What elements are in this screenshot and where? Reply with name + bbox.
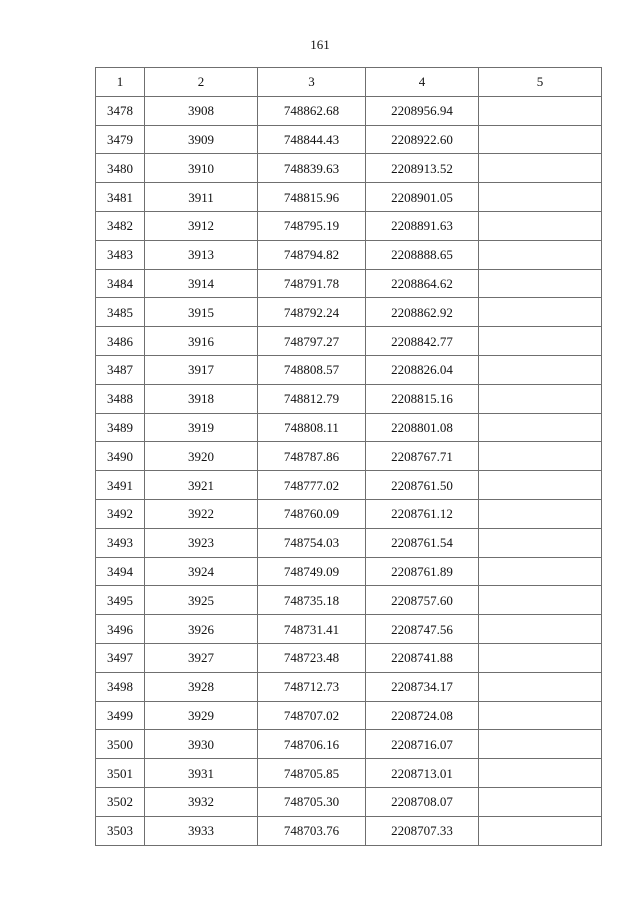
table-cell-col-1: 3502 [96, 787, 145, 816]
table-cell-col-3: 748797.27 [258, 327, 366, 356]
table-cell-col-2: 3922 [145, 499, 258, 528]
table-cell-col-4: 2208741.88 [366, 643, 479, 672]
table-cell-col-5 [479, 413, 602, 442]
table-cell-col-4: 2208922.60 [366, 125, 479, 154]
table-cell-col-4: 2208707.33 [366, 816, 479, 845]
table-cell-col-5 [479, 125, 602, 154]
table-cell-col-5 [479, 327, 602, 356]
table-cell-col-1: 3499 [96, 701, 145, 730]
table-cell-col-4: 2208761.54 [366, 528, 479, 557]
table-cell-col-1: 3489 [96, 413, 145, 442]
table-cell-col-4: 2208761.50 [366, 471, 479, 500]
table-cell-col-3: 748862.68 [258, 96, 366, 125]
table-cell-col-3: 748777.02 [258, 471, 366, 500]
column-header-4: 4 [366, 68, 479, 97]
table-cell-col-2: 3919 [145, 413, 258, 442]
table-cell-col-2: 3914 [145, 269, 258, 298]
table-cell-col-1: 3491 [96, 471, 145, 500]
table-row [96, 816, 602, 845]
table-cell-col-5 [479, 557, 602, 586]
table-cell-col-1: 3494 [96, 557, 145, 586]
table-cell-col-1: 3483 [96, 240, 145, 269]
table-cell-col-4: 2208713.01 [366, 759, 479, 788]
table-cell-col-4: 2208913.52 [366, 154, 479, 183]
table-cell-col-1: 3485 [96, 298, 145, 327]
table-cell-col-2: 3917 [145, 355, 258, 384]
table-cell-col-4: 2208761.12 [366, 499, 479, 528]
table-cell-col-5 [479, 269, 602, 298]
column-header-1: 1 [96, 68, 145, 97]
column-header-5: 5 [479, 68, 602, 97]
table-cell-col-3: 748754.03 [258, 528, 366, 557]
table-cell-col-1: 3497 [96, 643, 145, 672]
table-cell-col-2: 3911 [145, 183, 258, 212]
table-cell-col-4: 2208708.07 [366, 787, 479, 816]
table-cell-col-5 [479, 816, 602, 845]
table-cell-col-3: 748808.11 [258, 413, 366, 442]
table-cell-col-3: 748707.02 [258, 701, 366, 730]
table-cell-col-5 [479, 615, 602, 644]
table-cell-col-1: 3478 [96, 96, 145, 125]
table-cell-col-5 [479, 96, 602, 125]
table-cell-col-4: 2208842.77 [366, 327, 479, 356]
table-cell-col-1: 3490 [96, 442, 145, 471]
table-cell-col-5 [479, 730, 602, 759]
table-row [96, 125, 602, 154]
table-cell-col-2: 3915 [145, 298, 258, 327]
table-cell-col-1: 3495 [96, 586, 145, 615]
table-cell-col-5 [479, 298, 602, 327]
table-cell-col-2: 3920 [145, 442, 258, 471]
table-row [96, 384, 602, 413]
table-cell-col-4: 2208826.04 [366, 355, 479, 384]
table-cell-col-3: 748791.78 [258, 269, 366, 298]
table-row [96, 442, 602, 471]
table-cell-col-4: 2208862.92 [366, 298, 479, 327]
table-cell-col-3: 748792.24 [258, 298, 366, 327]
table-cell-col-1: 3487 [96, 355, 145, 384]
table-cell-col-2: 3928 [145, 672, 258, 701]
table-cell-col-4: 2208956.94 [366, 96, 479, 125]
table-cell-col-2: 3921 [145, 471, 258, 500]
page-number: 161 [310, 37, 330, 52]
table-cell-col-1: 3500 [96, 730, 145, 759]
table-row [96, 355, 602, 384]
table-cell-col-2: 3913 [145, 240, 258, 269]
table-cell-col-4: 2208734.17 [366, 672, 479, 701]
table-row [96, 643, 602, 672]
table-cell-col-2: 3912 [145, 211, 258, 240]
table-row [96, 154, 602, 183]
table-cell-col-4: 2208891.63 [366, 211, 479, 240]
table-row [96, 183, 602, 212]
table-cell-col-3: 748794.82 [258, 240, 366, 269]
table-cell-col-2: 3926 [145, 615, 258, 644]
table-cell-col-5 [479, 528, 602, 557]
table-cell-col-1: 3480 [96, 154, 145, 183]
table-cell-col-2: 3909 [145, 125, 258, 154]
table-cell-col-2: 3932 [145, 787, 258, 816]
table-row [96, 615, 602, 644]
table-cell-col-3: 748749.09 [258, 557, 366, 586]
table-cell-col-1: 3488 [96, 384, 145, 413]
table-cell-col-3: 748787.86 [258, 442, 366, 471]
table-row [96, 471, 602, 500]
table-header-row [96, 68, 602, 97]
table-cell-col-1: 3496 [96, 615, 145, 644]
table-cell-col-3: 748731.41 [258, 615, 366, 644]
table-cell-col-5 [479, 154, 602, 183]
table-row [96, 211, 602, 240]
table-cell-col-3: 748703.76 [258, 816, 366, 845]
coordinates-table [95, 67, 602, 846]
table-cell-col-5 [479, 355, 602, 384]
table-row [96, 413, 602, 442]
table-row [96, 787, 602, 816]
table-row [96, 499, 602, 528]
table-row [96, 557, 602, 586]
table-cell-col-3: 748706.16 [258, 730, 366, 759]
table-cell-col-5 [479, 183, 602, 212]
table-row [96, 327, 602, 356]
table-row [96, 586, 602, 615]
table-cell-col-2: 3918 [145, 384, 258, 413]
table-row [96, 269, 602, 298]
table-cell-col-4: 2208716.07 [366, 730, 479, 759]
table-cell-col-2: 3933 [145, 816, 258, 845]
table-cell-col-2: 3910 [145, 154, 258, 183]
table-cell-col-4: 2208815.16 [366, 384, 479, 413]
table-cell-col-2: 3930 [145, 730, 258, 759]
table-cell-col-1: 3481 [96, 183, 145, 212]
table-row [96, 298, 602, 327]
column-header-3: 3 [258, 68, 366, 97]
table-cell-col-3: 748712.73 [258, 672, 366, 701]
table-row [96, 672, 602, 701]
table-cell-col-2: 3927 [145, 643, 258, 672]
table-cell-col-1: 3503 [96, 816, 145, 845]
table-cell-col-5 [479, 701, 602, 730]
table-cell-col-3: 748812.79 [258, 384, 366, 413]
table-cell-col-4: 2208767.71 [366, 442, 479, 471]
table-cell-col-1: 3498 [96, 672, 145, 701]
table-cell-col-1: 3493 [96, 528, 145, 557]
table-cell-col-2: 3908 [145, 96, 258, 125]
table-cell-col-1: 3492 [96, 499, 145, 528]
column-header-2: 2 [145, 68, 258, 97]
table-cell-col-4: 2208724.08 [366, 701, 479, 730]
table-cell-col-2: 3923 [145, 528, 258, 557]
table-cell-col-1: 3486 [96, 327, 145, 356]
table-cell-col-3: 748760.09 [258, 499, 366, 528]
table-cell-col-2: 3924 [145, 557, 258, 586]
table-cell-col-3: 748735.18 [258, 586, 366, 615]
table-cell-col-1: 3482 [96, 211, 145, 240]
table-cell-col-5 [479, 442, 602, 471]
table-cell-col-3: 748808.57 [258, 355, 366, 384]
table-cell-col-3: 748844.43 [258, 125, 366, 154]
table-cell-col-3: 748705.30 [258, 787, 366, 816]
table-cell-col-4: 2208747.56 [366, 615, 479, 644]
table-row [96, 240, 602, 269]
table-cell-col-1: 3479 [96, 125, 145, 154]
table-row [96, 701, 602, 730]
table-cell-col-5 [479, 586, 602, 615]
table-cell-col-4: 2208901.05 [366, 183, 479, 212]
table-cell-col-5 [479, 384, 602, 413]
table-cell-col-2: 3925 [145, 586, 258, 615]
table-cell-col-5 [479, 787, 602, 816]
table-cell-col-5 [479, 211, 602, 240]
table-cell-col-5 [479, 672, 602, 701]
table-cell-col-3: 748795.19 [258, 211, 366, 240]
table-cell-col-3: 748839.63 [258, 154, 366, 183]
table-row [96, 96, 602, 125]
table-cell-col-4: 2208761.89 [366, 557, 479, 586]
table-cell-col-4: 2208757.60 [366, 586, 479, 615]
table-cell-col-2: 3931 [145, 759, 258, 788]
table-cell-col-5 [479, 240, 602, 269]
table-row [96, 730, 602, 759]
table-cell-col-4: 2208864.62 [366, 269, 479, 298]
table-cell-col-5 [479, 643, 602, 672]
table-body [96, 96, 602, 845]
table-cell-col-1: 3501 [96, 759, 145, 788]
table-cell-col-2: 3929 [145, 701, 258, 730]
table-cell-col-4: 2208801.08 [366, 413, 479, 442]
table-row [96, 528, 602, 557]
table-row [96, 759, 602, 788]
table-cell-col-3: 748705.85 [258, 759, 366, 788]
table-cell-col-3: 748723.48 [258, 643, 366, 672]
table-cell-col-5 [479, 499, 602, 528]
table-cell-col-1: 3484 [96, 269, 145, 298]
table-cell-col-3: 748815.96 [258, 183, 366, 212]
table-cell-col-5 [479, 471, 602, 500]
table-cell-col-2: 3916 [145, 327, 258, 356]
table-cell-col-5 [479, 759, 602, 788]
table-cell-col-4: 2208888.65 [366, 240, 479, 269]
